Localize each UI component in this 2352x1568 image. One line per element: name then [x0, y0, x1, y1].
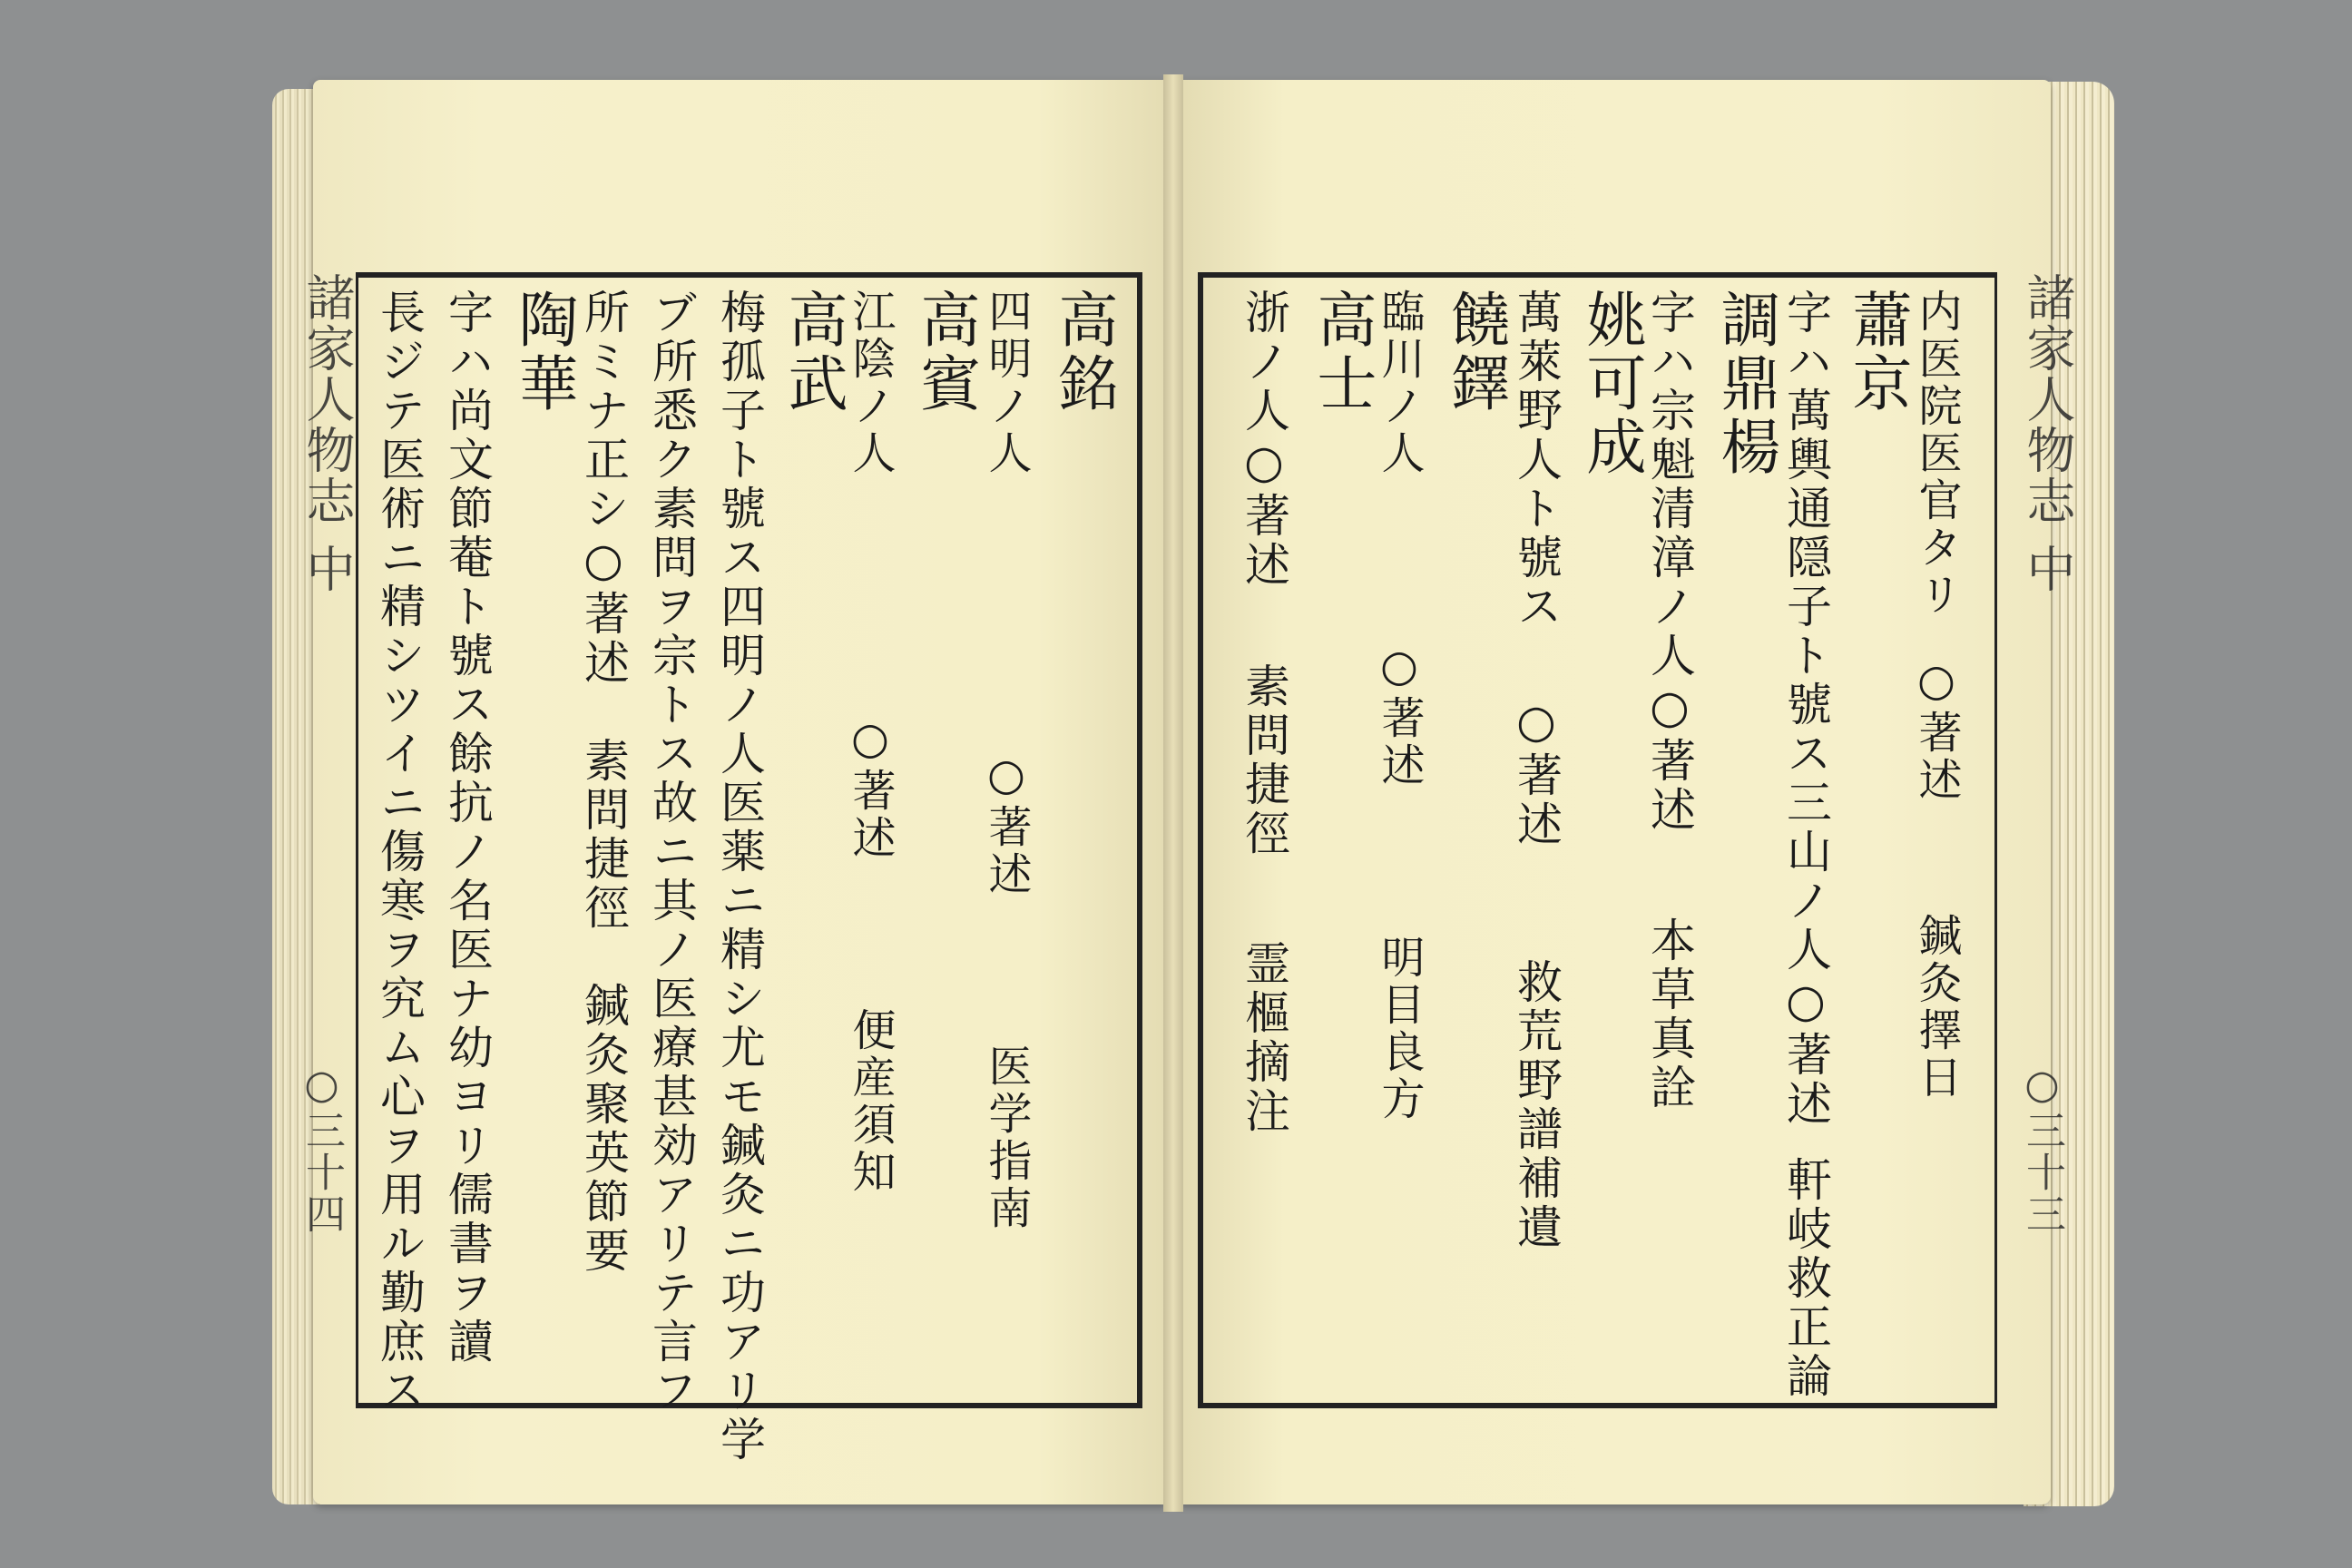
right-col-10 — [1307, 289, 1377, 416]
text-segment: 鍼灸擇日 — [1911, 913, 1962, 1102]
text-segment: ○著述 — [845, 713, 896, 862]
left-col-2 — [981, 289, 1032, 1232]
text-segment: 臨川ノ人 — [1374, 289, 1425, 477]
text-segment: 字ハ宗魁清漳ノ人○著述 — [1643, 289, 1696, 835]
left-col-1 — [1048, 289, 1118, 416]
text-segment: 軒岐救正論 — [1779, 1156, 1832, 1401]
entry-name: 高士 — [1307, 289, 1377, 416]
right-col-9 — [1374, 289, 1425, 1123]
text-segment: 医学指南 — [981, 1044, 1032, 1232]
left-col-8 — [577, 289, 630, 1276]
left-edge-folio: ○三十四 — [299, 1062, 345, 1235]
right-col-4 — [1710, 289, 1780, 479]
text-segment: 字ハ尚文節菴ト號ス餘抗ノ名医ナ幼ヨリ儒書ヲ讀 — [441, 289, 494, 1367]
text-segment: 長ジテ医術ニ精シツイニ傷寒ヲ究ム心ヲ用ル勤庶ス — [373, 289, 426, 1416]
text-segment: ブ所悉ク素問ヲ宗トス故ニ其ノ医療甚効アリテ言フ — [645, 289, 698, 1416]
entry-name: 調鼎楊 — [1710, 289, 1780, 479]
text-segment: 明目良方 — [1374, 935, 1425, 1123]
book-gutter — [1163, 74, 1183, 1512]
right-edge-title: 諸家人物志 中 — [2019, 272, 2076, 595]
text-segment: 素問捷徑 — [1238, 662, 1290, 858]
text-segment: ○著述 — [1911, 655, 1962, 804]
right-col-6 — [1576, 289, 1646, 479]
text-segment: ○著述 — [981, 750, 1032, 898]
left-col-5 — [778, 289, 848, 416]
text-segment: 四明ノ人 — [981, 289, 1032, 477]
right-col-2 — [1842, 289, 1912, 416]
entry-name: 高銘 — [1048, 289, 1118, 416]
text-segment: 霊樞摘注 — [1238, 940, 1290, 1136]
text-segment: 救荒野譜補遺 — [1510, 958, 1563, 1252]
left-col-4 — [845, 289, 896, 1196]
text-segment: ○著述 — [1374, 641, 1425, 789]
entry-name: 陶華 — [508, 289, 578, 416]
entry-name: 姚可成 — [1576, 289, 1646, 479]
text-segment: 浙ノ人○著述 — [1238, 289, 1290, 590]
left-col-7 — [645, 289, 698, 1416]
entry-name: 饒鐸 — [1440, 289, 1510, 416]
right-edge-folio: ○三十三 — [2019, 1062, 2065, 1235]
right-col-1 — [1911, 289, 1962, 1102]
text-segment: 梅孤子ト號ス四明ノ人医薬ニ精シ尤モ鍼灸ニ功アリ学 — [713, 289, 766, 1465]
right-col-7 — [1510, 289, 1563, 1252]
entry-name: 高賓 — [910, 289, 980, 416]
left-col-10 — [441, 289, 494, 1367]
entry-name: 高武 — [778, 289, 848, 416]
left-edge-title: 諸家人物志 中 — [299, 272, 356, 595]
text-segment: 所ミナ正シ○著述 素問捷徑 鍼灸聚英節要 — [577, 289, 630, 1276]
text-segment: 萬萊野人ト號ス — [1510, 289, 1563, 632]
left-col-9 — [508, 289, 578, 416]
text-segment: ○著述 — [1510, 695, 1563, 849]
entry-name: 蕭京 — [1842, 289, 1912, 416]
left-col-3 — [910, 289, 980, 416]
text-segment: 江陰ノ人 — [845, 289, 896, 477]
left-col-11 — [373, 289, 426, 1416]
right-col-3 — [1779, 289, 1832, 1401]
right-col-11 — [1238, 289, 1290, 1136]
right-col-5 — [1643, 289, 1696, 1112]
left-col-6 — [713, 289, 766, 1465]
text-segment: 便産須知 — [845, 1007, 896, 1196]
right-col-8 — [1440, 289, 1510, 416]
text-segment: 内医院医官タリ — [1911, 289, 1962, 619]
text-segment: 本草真詮 — [1643, 916, 1696, 1112]
text-segment: 字ハ萬輿通隠子ト號ス三山ノ人○著述 — [1779, 289, 1832, 1129]
